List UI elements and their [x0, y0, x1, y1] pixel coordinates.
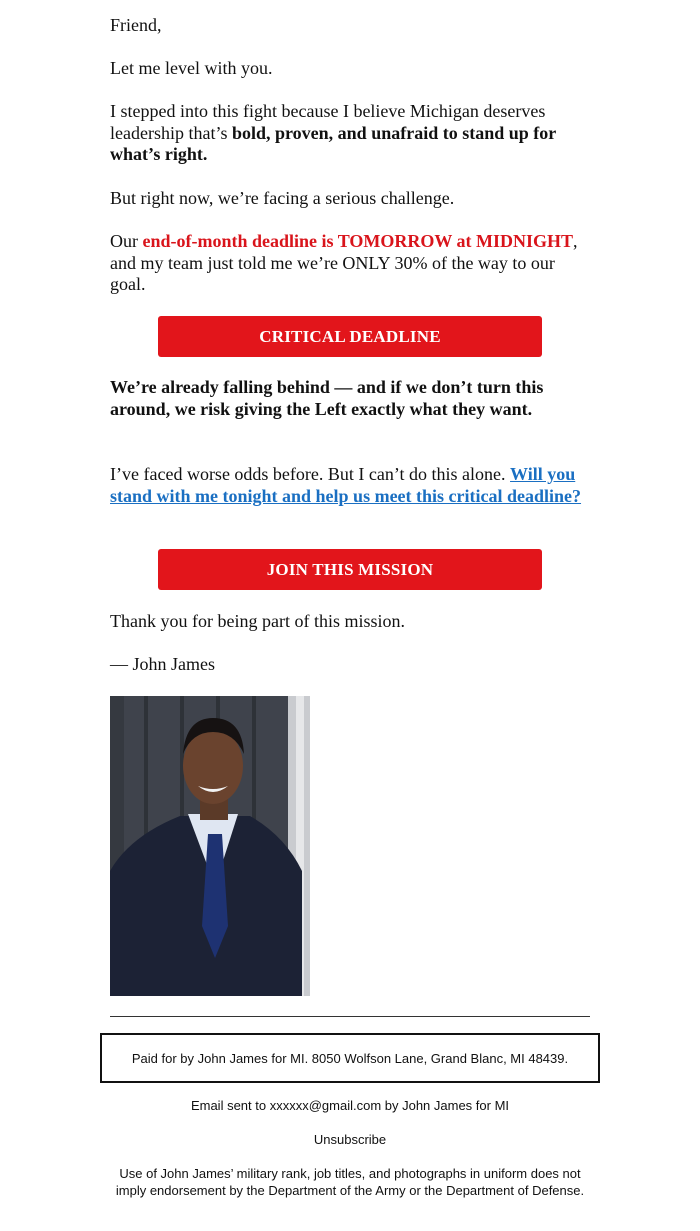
- footer-divider: [110, 1016, 590, 1017]
- paragraph-leadership-text: I stepped into this fight because I believe Michigan deserves leadership that’s: [110, 101, 546, 143]
- stand-with-me-link[interactable]: Will you stand with me tonight and help us meet this critical deadline?: [110, 464, 582, 506]
- paragraph-thanks: Thank you for being part of this mission.: [110, 611, 405, 631]
- signature: — John James: [110, 654, 215, 674]
- paragraph-intro: Let me level with you.: [110, 58, 273, 78]
- critical-deadline-button[interactable]: CRITICAL DEADLINE: [158, 316, 542, 357]
- paragraph-odds-text: I’ve faced worse odds before. But I can’t do this alone.: [110, 464, 511, 484]
- paragraph-deadline-prefix: Our: [110, 231, 143, 251]
- deadline-highlight: end-of-month deadline is TOMORROW at MIDNIGHT: [142, 231, 574, 251]
- greeting: Friend,: [110, 15, 162, 35]
- paragraph-stand-with-me: [110, 464, 590, 507]
- paragraph-falling-behind: We’re already falling behind — and if we don’t turn this around, we risk giving the Left exactly what they want.: [110, 377, 544, 419]
- email-sent-to: Email sent to xxxxxx@gmail.com by John James for MI: [190, 1098, 510, 1113]
- paid-for-disclaimer: Paid for by John James for MI. 8050 Wolfson Lane, Grand Blanc, MI 48439.: [100, 1033, 600, 1083]
- candidate-photo: [110, 696, 310, 996]
- paragraph-deadline: [110, 231, 590, 296]
- paragraph-deadline-rest: , and my team just told me we’re ONLY 30% of the way to our goal.: [110, 231, 578, 294]
- join-mission-button[interactable]: JOIN THIS MISSION: [158, 549, 542, 590]
- paragraph-leadership-bold: bold, proven, and unafraid to stand up for what’s right.: [110, 122, 556, 164]
- military-disclaimer: Use of John James’ military rank, job titles, and photographs in uniform does not imply endorsement by the Department of the Army or the Department of Defense.: [115, 1166, 585, 1198]
- paragraph-leadership: [110, 101, 590, 166]
- paragraph-challenge: But right now, we’re facing a serious challenge.: [110, 188, 455, 208]
- unsubscribe-link[interactable]: Unsubscribe: [313, 1132, 387, 1147]
